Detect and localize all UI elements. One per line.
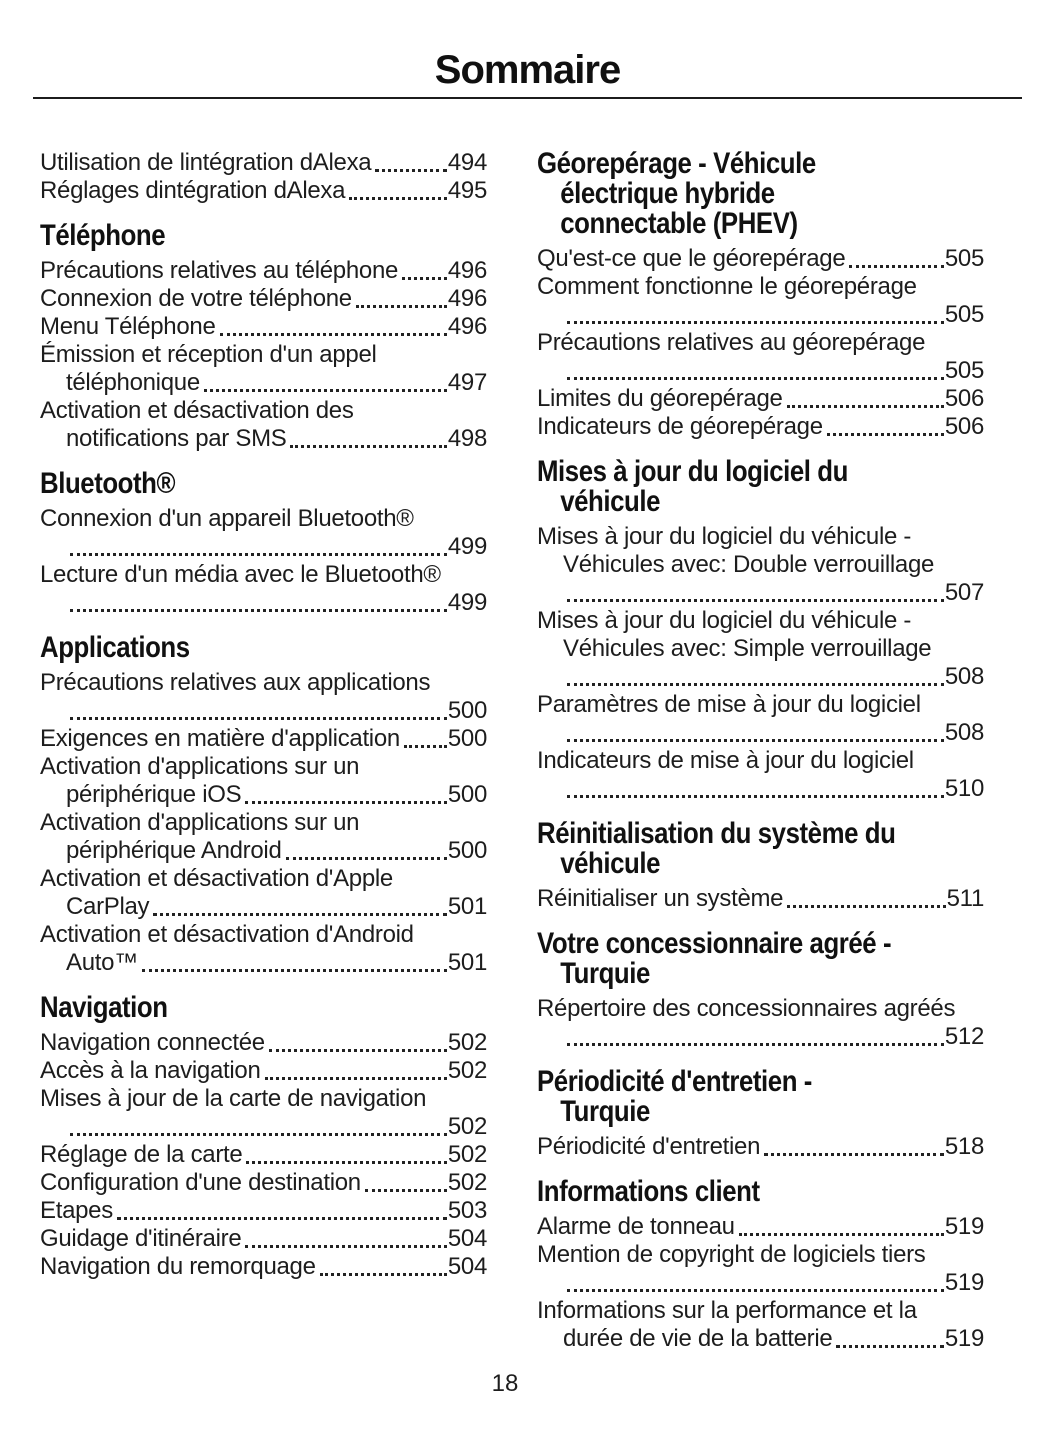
toc-entry-text: Limites du géorepérage [537,385,783,412]
toc-entry-text: Mention de copyright de logiciels tiers [537,1241,926,1268]
toc-page-number: 497 [447,369,487,396]
toc-entry-text: Précautions relatives au géorepérage [537,329,926,356]
toc-entry-line [537,663,984,691]
page-number: 18 [491,1370,519,1397]
toc-page-number: 496 [447,313,487,340]
dotted-leader [836,1345,943,1348]
dotted-leader [404,745,447,748]
toc-entry-line [40,725,487,753]
dotted-leader [567,739,944,742]
toc-page-number: 507 [944,579,984,606]
toc-entry-line [40,561,487,589]
toc-entry [537,329,984,385]
toc-entry-line [537,691,984,719]
toc-section [40,633,487,977]
page-title: Sommaire [434,48,621,92]
dotted-leader [286,857,447,860]
toc-entry-text: Lecture d'un média avec le Bluetooth® [40,561,441,588]
toc-entry [537,1133,984,1161]
toc-entry-line [40,313,487,341]
toc-entry-text: Réglages dintégration dAlexa [40,177,346,204]
toc-entry-text: périphérique iOS [66,781,242,808]
toc-entry-line [40,837,487,865]
toc-entry-text: Paramètres de mise à jour du logiciel [537,691,921,718]
toc-entry [537,245,984,273]
toc-entry [40,257,487,285]
toc-entry [537,273,984,329]
dotted-leader [70,609,447,612]
toc-entry-line [537,413,984,441]
toc-page-number: 518 [944,1133,984,1160]
section-heading [537,149,984,239]
toc-entry-line [40,1057,487,1085]
toc-section [537,1177,984,1353]
dotted-leader [220,333,447,336]
dotted-leader [787,905,945,908]
toc-entry-line [537,635,984,663]
toc-entry-text: Répertoire des concessionnaires agréés [537,995,956,1022]
section-heading-line: véhicule [560,485,661,518]
toc-entry [40,341,487,397]
toc-entry-text: Émission et réception d'un appel [40,341,377,368]
toc-entry-line [537,1269,984,1297]
toc-entry-line [537,579,984,607]
dotted-leader [153,913,447,916]
toc-entry-line [40,149,487,177]
toc-page-number: 508 [944,719,984,746]
toc-page-number: 519 [944,1213,984,1240]
toc-entry [40,725,487,753]
toc-entry [537,385,984,413]
toc-entry [40,921,487,977]
toc-entry-line [40,921,487,949]
dotted-leader [567,795,944,798]
section-heading [537,1067,984,1127]
toc-entry-line [537,607,984,635]
toc-entry-line [40,1197,487,1225]
toc-page-number: 519 [944,1269,984,1296]
toc-entry-line [537,273,984,301]
toc-page-number: 502 [447,1029,487,1056]
toc-page-number: 501 [447,949,487,976]
toc-entry-line [537,301,984,329]
dotted-leader [246,1161,446,1164]
toc-entry-text: Navigation du remorquage [40,1253,316,1280]
toc-entry-text: Accès à la navigation [40,1057,261,1084]
toc-section [40,149,487,205]
toc-entry-line [40,753,487,781]
toc-section [40,221,487,453]
dotted-leader [739,1233,944,1236]
toc-entry [40,1029,487,1057]
toc-entry-text: Connexion d'un appareil Bluetooth® [40,505,414,532]
toc-entry-text: Activation et désactivation des [40,397,354,424]
toc-entry-text: Activation d'applications sur un [40,753,360,780]
dotted-leader [245,1245,446,1248]
dotted-leader [567,1043,944,1046]
toc-entry-line [40,505,487,533]
dotted-leader [204,389,447,392]
toc-entry-text: Navigation connectée [40,1029,265,1056]
dotted-leader [849,265,943,268]
toc-entry-text: périphérique Android [66,837,282,864]
toc-entry [40,809,487,865]
dotted-leader [375,169,447,172]
toc-entry-text: Réinitialiser un système [537,885,784,912]
toc-section [40,469,487,617]
toc-entry [537,607,984,691]
toc-entry-line [537,1023,984,1051]
toc-entry [537,995,984,1051]
section-heading-line: Turquie [560,1095,650,1128]
toc-page-number: 498 [447,425,487,452]
toc-entry-text: Réglage de la carte [40,1141,243,1168]
toc-entry-line [40,697,487,725]
toc-entry [40,313,487,341]
toc-entry [40,505,487,561]
toc-entry-line [40,589,487,617]
toc-entry [40,1169,487,1197]
section-heading-line: Réinitialisation du système du [537,817,896,850]
toc-column-right [537,149,984,1353]
toc-entry-line [40,1029,487,1057]
toc-page-number: 505 [944,301,984,328]
section-heading-line: Téléphone [40,219,166,252]
toc-page-number: 506 [944,413,984,440]
toc-entry-line [40,1113,487,1141]
toc-section [537,1067,984,1161]
toc-entry [40,1085,487,1141]
toc-entry [537,747,984,803]
toc-entry-text: Indicateurs de géorepérage [537,413,823,440]
toc-entry-line [40,809,487,837]
toc-entry-text: Guidage d'itinéraire [40,1225,242,1252]
toc-entry [40,177,487,205]
toc-entry [537,523,984,607]
toc-entry-line [40,949,487,977]
dotted-leader [567,1289,944,1292]
toc-page-number: 495 [447,177,487,204]
toc-page-number: 512 [944,1023,984,1050]
title-divider [33,97,1022,99]
toc-entry-text: Informations sur la performance et la [537,1297,917,1324]
toc-entry-line [40,1169,487,1197]
toc-entry-text: Véhicules avec: Double verrouillage [563,551,935,578]
toc-entry-text: Comment fonctionne le géorepérage [537,273,917,300]
toc-page-number: 511 [946,885,984,912]
toc-entry-line [537,995,984,1023]
section-heading-line: Votre concessionnaire agréé - [537,927,892,960]
section-heading [40,633,487,663]
dotted-leader [349,197,447,200]
toc-entry-text: Utilisation de lintégration dAlexa [40,149,372,176]
toc-entry-line [537,747,984,775]
toc-entry [537,1213,984,1241]
dotted-leader [290,445,446,448]
toc-entry-text: Etapes [40,1197,113,1224]
section-heading-line: Géorepérage - Véhicule [537,147,816,180]
toc-section [537,457,984,803]
dotted-leader [365,1189,447,1192]
section-heading-line: Turquie [560,957,650,990]
toc-entry-line [40,341,487,369]
toc-entry-line [40,397,487,425]
toc-page-number: 502 [447,1113,487,1140]
toc-entry-line [537,1297,984,1325]
toc-entry-line [40,1253,487,1281]
toc-entry-text: Activation et désactivation d'Android [40,921,414,948]
toc-entry-line [40,533,487,561]
toc-page-number: 504 [447,1253,487,1280]
dotted-leader [142,969,447,972]
toc-entry-line [40,1141,487,1169]
toc-entry-line [40,257,487,285]
dotted-leader [269,1049,447,1052]
toc-entry [40,397,487,453]
toc-entry-line [537,1325,984,1353]
toc-page-number: 502 [447,1057,487,1084]
toc-entry-text: Précautions relatives au téléphone [40,257,399,284]
toc-entry-line [40,425,487,453]
toc-entry-text: Alarme de tonneau [537,1213,735,1240]
toc-page-number: 505 [944,357,984,384]
toc-section [537,819,984,913]
toc-section [537,149,984,441]
dotted-leader [70,1133,447,1136]
toc-entry-text: Périodicité d'entretien [537,1133,761,1160]
toc-entry [40,561,487,617]
toc-entry-line [537,1133,984,1161]
toc-entry-text: Activation et désactivation d'Apple [40,865,393,892]
toc-page-number: 500 [447,837,487,864]
toc-entry-line [40,369,487,397]
toc-page-number: 510 [944,775,984,802]
toc-entry-line [537,523,984,551]
toc-entry-text: Mises à jour du logiciel du véhicule - [537,607,912,634]
toc-entry-line [537,1241,984,1269]
toc-section [40,993,487,1281]
toc-entry [40,285,487,313]
dotted-leader [320,1273,447,1276]
section-heading-line: Informations client [537,1175,760,1208]
toc-entry-text: notifications par SMS [66,425,287,452]
toc-entry-line [40,285,487,313]
dotted-leader [567,321,944,324]
toc-section [537,929,984,1051]
toc-entry [40,1253,487,1281]
toc-page-number: 500 [447,697,487,724]
toc-entry-line [40,177,487,205]
toc-page-number: 505 [944,245,984,272]
toc-entry-line [40,1225,487,1253]
toc-entry-text: Configuration d'une destination [40,1169,361,1196]
toc-entry [537,1241,984,1297]
toc-entry [40,1057,487,1085]
dotted-leader [827,433,944,436]
toc-entry-text: Mises à jour de la carte de navigation [40,1085,427,1112]
toc-page-number: 503 [447,1197,487,1224]
toc-entry-line [537,885,984,913]
section-heading-line: Navigation [40,991,168,1024]
dotted-leader [402,277,447,280]
section-heading [40,221,487,251]
toc [0,149,1055,1353]
toc-entry-text: durée de vie de la batterie [563,1325,833,1352]
toc-page-number: 499 [447,533,487,560]
dotted-leader [70,553,447,556]
toc-entry [537,1297,984,1353]
toc-entry [40,1197,487,1225]
dotted-leader [787,405,944,408]
toc-page-number: 500 [447,725,487,752]
toc-entry [537,691,984,747]
dotted-leader [356,305,447,308]
toc-entry-line [40,865,487,893]
section-heading-line: électrique hybride [560,177,775,210]
toc-page-number: 519 [944,1325,984,1352]
toc-entry-text: Auto™ [66,949,138,976]
toc-page-number: 508 [944,663,984,690]
toc-entry [40,865,487,921]
section-heading-line: Périodicité d'entretien - [537,1065,812,1098]
toc-entry-line [537,719,984,747]
toc-entry-text: Véhicules avec: Simple verrouillage [563,635,932,662]
toc-page-number: 502 [447,1141,487,1168]
toc-entry [40,149,487,177]
toc-page-number: 501 [447,893,487,920]
section-heading [537,1177,984,1207]
toc-entry-text: Précautions relatives aux applications [40,669,431,696]
toc-entry-line [537,385,984,413]
toc-entry-line [537,357,984,385]
toc-page-number: 500 [447,781,487,808]
toc-page-number: 506 [944,385,984,412]
toc-page-number: 496 [447,257,487,284]
toc-entry-line [40,893,487,921]
dotted-leader [245,801,447,804]
toc-page-number: 494 [447,149,487,176]
dotted-leader [70,717,447,720]
section-heading [537,457,984,517]
section-heading [40,993,487,1023]
section-heading-line: Applications [40,631,190,664]
section-heading-line: Bluetooth® [40,467,176,500]
toc-entry-text: Exigences en matière d'application [40,725,400,752]
dotted-leader [567,683,944,686]
toc-page-number: 496 [447,285,487,312]
toc-entry-line [40,1085,487,1113]
toc-entry-line [537,1213,984,1241]
toc-entry-text: téléphonique [66,369,200,396]
toc-page-number: 499 [447,589,487,616]
toc-entry-text: Activation d'applications sur un [40,809,360,836]
section-heading-line: véhicule [560,847,661,880]
section-heading [537,929,984,989]
toc-entry [40,669,487,725]
dotted-leader [265,1077,447,1080]
toc-entry [537,413,984,441]
toc-entry [537,885,984,913]
toc-entry-text: Connexion de votre téléphone [40,285,352,312]
dotted-leader [567,377,944,380]
section-heading [537,819,984,879]
toc-entry [40,1225,487,1253]
dotted-leader [764,1153,944,1156]
section-heading-line: connectable (PHEV) [560,207,798,240]
toc-entry-text: CarPlay [66,893,150,920]
dotted-leader [567,599,944,602]
toc-entry-line [537,245,984,273]
toc-page-number: 504 [447,1225,487,1252]
dotted-leader [117,1217,447,1220]
toc-entry-text: Mises à jour du logiciel du véhicule - [537,523,912,550]
section-heading [40,469,487,499]
toc-entry [40,753,487,809]
toc-entry-text: Indicateurs de mise à jour du logiciel [537,747,914,774]
toc-entry-line [537,551,984,579]
toc-page-number: 502 [447,1169,487,1196]
toc-entry-line [537,329,984,357]
toc-entry-text: Menu Téléphone [40,313,216,340]
toc-column-left [40,149,487,1353]
toc-entry-line [40,781,487,809]
section-heading-line: Mises à jour du logiciel du [537,455,848,488]
toc-entry-text: Qu'est-ce que le géorepérage [537,245,846,272]
toc-entry-line [40,669,487,697]
toc-entry [40,1141,487,1169]
toc-entry-line [537,775,984,803]
